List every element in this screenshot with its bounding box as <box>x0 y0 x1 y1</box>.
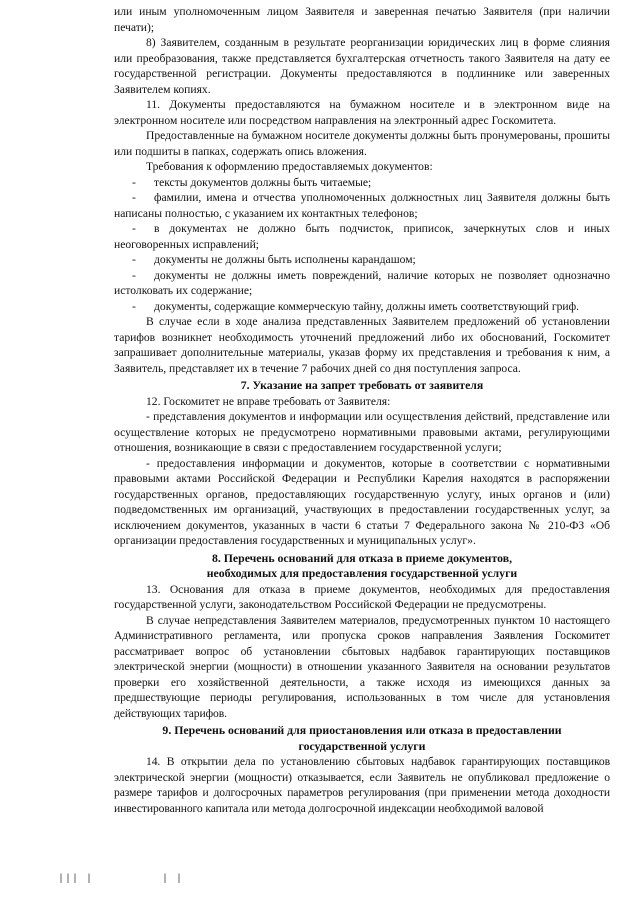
paragraph-13: 13. Основания для отказа в приеме документов, необходимых для предоставления государственной услуги, законодательством Российской Федерации не предусмотрены. <box>114 582 610 611</box>
dash-marker: - <box>132 222 136 235</box>
list-item <box>114 190 610 221</box>
section-heading-9-line-1: 9. Перечень оснований для приостановления или отказа в предоставлении <box>162 723 562 737</box>
list-item-text: документы, содержащие коммерческую тайну, должны иметь соответствующий гриф. <box>154 299 580 313</box>
section-heading-8-line-1: 8. Перечень оснований для отказа в приеме документов, <box>211 550 513 565</box>
paragraph-11-binding: Предоставленные на бумажном носителе документы должны быть пронумерованы, прошиты или подшиты в папках, содержать опись вложения. <box>114 129 610 158</box>
section-heading-8-line-2: необходимых для предоставления государственной услуги <box>206 566 518 580</box>
paragraph-14: 14. В открытии дела по установлению сбытовых надбавок гарантирующих поставщиков электрической энергии (мощности) отказывается, если Заявитель не опубликовал предложение о размере тарифов и долгосрочных параметров регулирования (при применении метода доходности инвестированного капитала или метода долгосрочной индексации необходимой валовой <box>114 755 610 815</box>
footer-mark-right: | | <box>162 874 184 885</box>
section-heading-9-line-2: государственной услуги <box>298 738 426 753</box>
footer-mark-left: ||| | <box>58 874 94 885</box>
list-item-text: тексты документов должны быть читаемые; <box>154 175 372 189</box>
section-heading-7: 7. Указание на запрет требовать от заявителя <box>240 378 484 392</box>
list-item-text: документы не должны иметь повреждений, наличие которых не позволяет однозначно истолковать их содержание; <box>114 268 610 297</box>
paragraph-13-nonsubmission: В случае непредставления Заявителем материалов, предусмотренных пунктом 10 настоящего Административного регламента, или пропуска сроков направления Заявления Госкомитет рассматривает вопрос об установлении сбытовых надбавок гарантирующих поставщиков электрической энергии (мощности) в отношении указанного Заявителя на основании результатов проверки его хозяйственной деятельности, а также исходя из имеющихся данных за предшествующие периоды регулирования, использованных в том числе для установления действующих тарифов. <box>114 613 610 720</box>
paragraph-11-clarification: В случае если в ходе анализа представленных Заявителем предложений об установлении тарифов возникнет необходимость уточнений предложений либо их обоснований, Госкомитет запрашивает дополнительные материалы, указав форму их представления и требования к ним, а Заявитель, представляет их в течение 7 рабочих дней со дня поступления запроса. <box>114 315 610 375</box>
paragraph-continuation: или иным уполномоченным лицом Заявителя и заверенная печатью Заявителя (при наличии печати); <box>114 5 610 34</box>
paragraph-11: 11. Документы предоставляются на бумажном носителе и в электронном виде на электронном носителе или посредством направления на электронный адрес Госкомитета. <box>114 98 610 127</box>
list-item <box>114 175 610 191</box>
list-item-text: документы не должны быть исполнены карандашом; <box>154 253 416 266</box>
list-item-text: фамилии, имена и отчества уполномоченных должностных лиц Заявителя должны быть написаны полностью, с указанием их контактных телефонов; <box>114 191 610 220</box>
scan-footer-marks <box>58 874 245 885</box>
paragraph-11-requirements-intro: Требования к оформлению предоставляемых документов: <box>146 160 433 173</box>
dash-marker: - <box>132 299 136 313</box>
dash-marker: - <box>132 253 136 266</box>
list-item <box>114 268 610 299</box>
paragraph-item-8: 8) Заявителем, созданным в результате реорганизации юридических лиц в форме слияния или преобразования, также представляется бухгалтерская отчетность такого Заявителя на дату ее государственной регистрации. Документы предоставляются в подлиннике или заверенных Заявителем копиях. <box>114 36 610 96</box>
list-item-text: в документах не должно быть подчисток, приписок, зачеркнутых слов и иных неоговоренных исправлений; <box>114 222 610 251</box>
list-item <box>114 221 610 252</box>
paragraph-12-item-a: - представления документов и информации или осуществления действий, представление или осуществление которых не предусмотрено нормативными правовыми актами, регулирующими отношения, возникающие в связи с предоставлением государственной услуги; <box>114 410 610 454</box>
dash-marker: - <box>132 191 136 204</box>
paragraph-12-item-b: - предоставления информации и документов, которые в соответствии с нормативными правовыми актами Российской Федерации и Республики Карелия находятся в распоряжении государственных органов, предоставляющих государственную услугу, иных органов и (или) подведомственных им организаций, участвующих в предоставлении государственных услуг, за исключением документов, указанных в части 6 статьи 7 Федерального закона № 210-ФЗ «Об организации предоставления государственных и муниципальных услуг». <box>114 456 610 547</box>
list-item <box>114 252 610 268</box>
paragraph-12: 12. Госкомитет не вправе требовать от Заявителя: <box>146 394 391 408</box>
dash-marker: - <box>132 175 136 189</box>
dash-marker: - <box>132 268 136 282</box>
list-item <box>114 299 610 315</box>
